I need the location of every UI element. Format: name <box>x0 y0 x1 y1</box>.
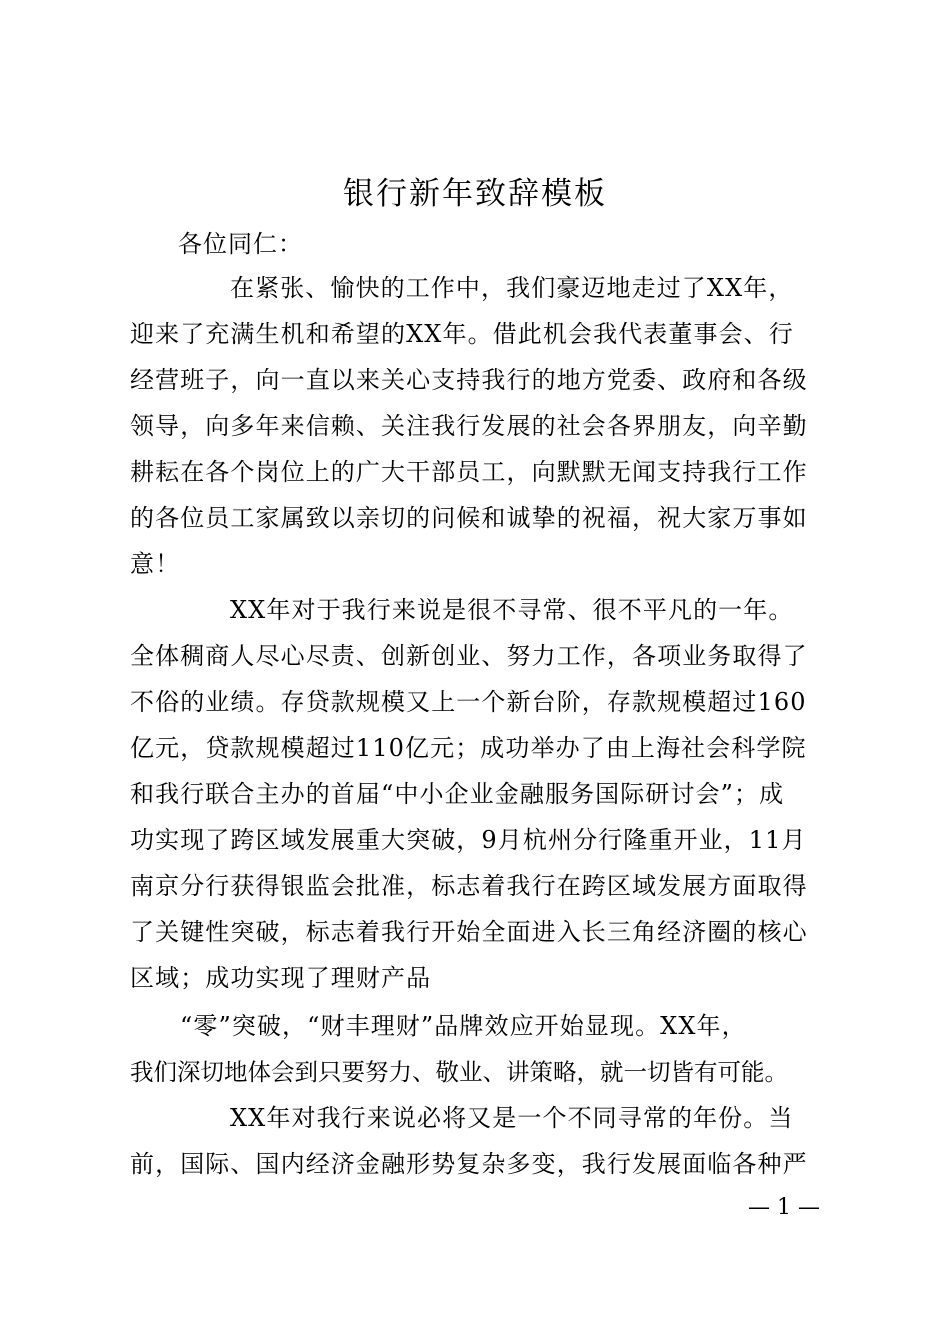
paragraph-line: 全体稠商人尽心尽责、创新创业、努力工作，各项业务取得了 <box>130 642 808 670</box>
paragraph-line: 迎来了充满生机和希望的XX年。借此机会我代表董事会、行 <box>130 320 794 348</box>
paragraph-line: 的各位员工家属致以亲切的问候和诚挚的祝福，祝大家万事如 <box>130 504 808 532</box>
paragraph-line: 亿元，贷款规模超过110亿元；成功举办了由上海社会科学院 <box>130 734 807 762</box>
paragraph-line: 在紧张、愉快的工作中，我们豪迈地走过了XX年， <box>230 274 794 302</box>
page-number: — 1 — <box>748 1195 820 1220</box>
paragraph-line: XX年对我行来说必将又是一个不同寻常的年份。当 <box>230 1104 794 1132</box>
salutation: 各位同仁： <box>178 230 303 258</box>
paragraph-line: 前，国际、国内经济金融形势复杂多变，我行发展面临各种严 <box>130 1150 808 1178</box>
paragraph-line: 南京分行获得银监会批准，标志着我行在跨区域发展方面取得 <box>130 872 808 900</box>
paragraph-line: 功实现了跨区域发展重大突破，9月杭州分行隆重开业，11月 <box>130 826 807 854</box>
paragraph-line: 耕耘在各个岗位上的广大干部员工，向默默无闻支持我行工作 <box>130 458 808 486</box>
paragraph-line: XX年对于我行来说是很不寻常、很不平凡的一年。 <box>230 596 794 624</box>
paragraph-line: “零”突破，“财丰理财”品牌效应开始显现。XX年， <box>180 1012 747 1040</box>
document-title: 银行新年致辞模板 <box>343 176 607 212</box>
paragraph-line: 领导，向多年来信赖、关注我行发展的社会各界朋友，向辛勤 <box>130 412 808 440</box>
paragraph-line: 意！ <box>130 550 181 578</box>
paragraph-line: 经营班子，向一直以来关心支持我行的地方党委、政府和各级 <box>130 366 808 394</box>
paragraph-line: 我们深切地体会到只要努力、敬业、讲策略，就一切皆有可能。 <box>130 1058 788 1086</box>
paragraph-line: 不俗的业绩。存贷款规模又上一个新台阶，存款规模超过160 <box>130 688 807 716</box>
paragraph-line: 区域；成功实现了理财产品 <box>130 964 432 992</box>
paragraph-line: 和我行联合主办的首届“中小企业金融服务国际研讨会”；成 <box>130 780 785 808</box>
paragraph-line: 了关键性突破，标志着我行开始全面进入长三角经济圈的核心 <box>130 918 808 946</box>
